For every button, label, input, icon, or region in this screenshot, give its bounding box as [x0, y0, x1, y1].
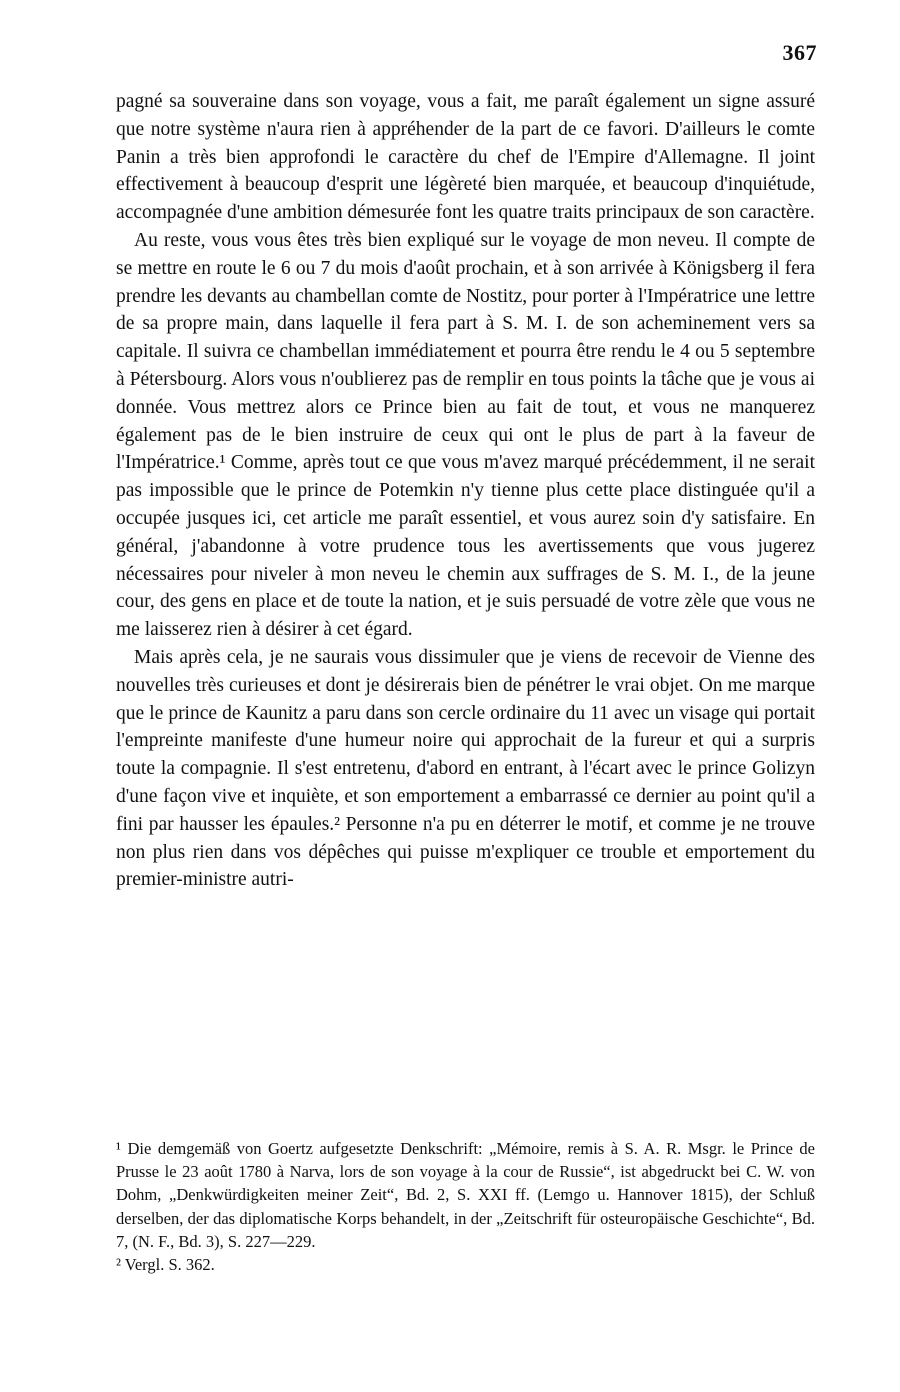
- page-number: 367: [782, 40, 817, 65]
- paragraph: pagné sa souveraine dans son voyage, vous a fait, me paraît également un signe assuré que notre système n'aura rien à appréhender de la part de ce favori. D'ailleurs le comte Panin a très bien approfondi le caractère du chef de l'Empire d'Allemagne. Il joint effectivement à beaucoup d'esprit une légèreté bien marquée, et beaucoup d'inquiétude, accompagnée d'une ambition démesurée font les quatre traits principaux de son caractère.: [116, 91, 815, 224]
- paragraph: Mais après cela, je ne saurais vous dissimuler que je viens de recevoir de Vienne des nouvelles très curieuses et dont je désirerais bien de pénétrer le vrai objet. On me marque que le prince de Kaunitz a paru dans son cercle ordinaire du 11 avec un visage qui portait l'empreinte manifeste d'une humeur noire qui approchait de la fureur et qui a surpris toute la compagnie. Il s'est entretenu, d'abord en entrant, à l'écart avec le prince Golizyn d'une façon vive et inquiète, et son emportement a embarrassé ce dernier au point qu'il a fini par hausser les épaules.² Personne n'a pu en déterrer le motif, et comme je ne trouve non plus rien dans vos dépêches qui puisse m'expliquer ce trouble et emportement du premier-ministre autri-: [116, 646, 815, 891]
- footnote-1: ¹ Die demgemäß von Goertz aufgesetzte Denkschrift: „Mémoire, remis à S. A. R. Msgr. le Prince de Prusse le 23 août 1780 à Narva, lors de son voyage à la cour de Russie“, ist abgedruckt bei C. W. von Dohm, „Denkwürdigkeiten meiner Zeit“, Bd. 2, S. XXI ff. (Lemgo u. Hannover 1815), der Schluß derselben, der das diplomatische Korps behandelt, in der „Zeitschrift für osteuropäische Geschichte“, Bd. 7, (N. F., Bd. 3), S. 227—229.: [116, 1139, 815, 1251]
- paragraph: Au reste, vous vous êtes très bien expliqué sur le voyage de mon neveu. Il compte de se mettre en route le 6 ou 7 du mois d'août prochain, et à son arrivée à Königsberg il fera prendre les devants au chambellan comte de Nostitz, pour porter à l'Impératrice une lettre de sa propre main, dans laquelle il fera part à S. M. I. de son acheminement vers sa capitale. Il suivra ce chambellan immédiatement et pourra être rendu le 4 ou 5 septembre à Pétersbourg. Alors vous n'oublierez pas de remplir en tous points la tâche que je vous ai donnée. Vous mettrez alors ce Prince bien au fait de tout, et vous ne manquerez également pas de le bien instruire de ceux qui ont le plus de part à la faveur de l'Impératrice.¹ Comme, après tout ce que vous m'avez marqué précédemment, il ne serait pas impossible que le prince de Potemkin n'y tienne plus cette place distinguée qu'il a occupée jusques ici, cet article me paraît essentiel, et vous aurez soin d'y satisfaire. En général, j'abandonne à votre prudence tous les avertissements que vous jugerez nécessaires pour niveler à mon neveu le chemin aux suffrages de S. M. I., de la jeune cour, des gens en place et de toute la nation, et je suis persuadé de votre zèle que vous ne me laisserez rien à désirer à cet égard.: [116, 229, 815, 641]
- footnotes: [116, 1137, 815, 1276]
- footnote-2: ² Vergl. S. 362.: [116, 1255, 215, 1275]
- body-text: [116, 88, 815, 894]
